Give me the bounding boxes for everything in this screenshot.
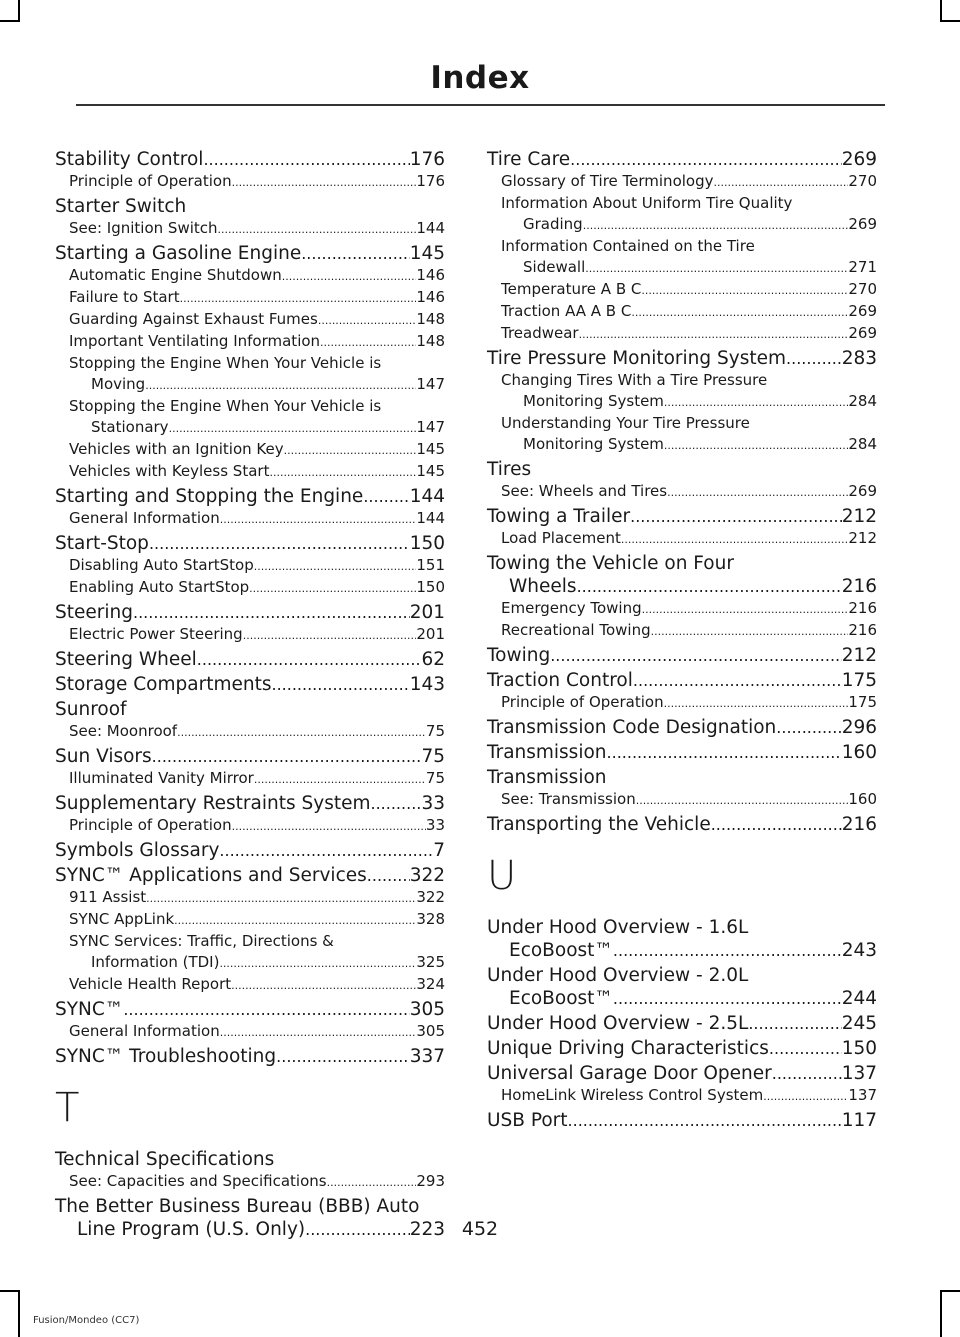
index-column-right (487, 146, 877, 1132)
index-subentry[interactable]: Guarding Against Exhaust Fumes ..... 148 (55, 309, 445, 331)
index-subentry[interactable]: Grading ..... 269 (487, 214, 877, 236)
index-entry[interactable]: Universal Garage Door Opener ..... 137 (487, 1062, 877, 1085)
index-subentry[interactable]: Glossary of Tire Terminology ..... 270 (487, 171, 877, 193)
index-subentry[interactable]: Moving ..... 147 (55, 374, 445, 396)
index-subentry[interactable]: Information (TDI) ..... 325 (55, 952, 445, 974)
page-title: Index (430, 60, 530, 96)
index-entry[interactable]: Steering ..... 201 (55, 601, 445, 624)
crop-mark-top-left-h (0, 20, 20, 22)
crop-mark-top-right-v (940, 0, 942, 22)
index-entry[interactable]: Tire Care ..... 269 (487, 148, 877, 171)
index-subentry-line: Stopping the Engine When Your Vehicle is (69, 354, 382, 372)
index-subentry-line: Stopping the Engine When Your Vehicle is (69, 397, 382, 415)
index-entry[interactable]: Transporting the Vehicle ..... 216 (487, 813, 877, 836)
index-entry[interactable]: Start-Stop ..... 150 (55, 532, 445, 555)
index-subentry[interactable]: See: Transmission ..... 160 (487, 789, 877, 811)
index-subentry-line: Information About Uniform Tire Quality (501, 194, 793, 212)
index-subentry[interactable]: Monitoring System ..... 284 (487, 391, 877, 413)
index-subentry-line: Changing Tires With a Tire Pressure (501, 371, 768, 389)
index-entry[interactable]: Stability Control ..... 176 (55, 148, 445, 171)
index-heading: Towing the Vehicle on Four (487, 553, 734, 574)
index-subentry[interactable]: General Information ..... 144 (55, 508, 445, 530)
index-subentry[interactable]: Vehicles with an Ignition Key ..... 145 (55, 439, 445, 461)
index-subentry[interactable]: See: Ignition Switch ..... 144 (55, 218, 445, 240)
index-heading: The Better Business Bureau (BBB) Auto (55, 1196, 420, 1217)
index-subentry[interactable]: SYNC AppLink ..... 328 (55, 909, 445, 931)
index-entry[interactable]: EcoBoost™ ..... 244 (487, 987, 877, 1010)
crop-mark-bottom-left-h (0, 1290, 20, 1292)
index-subentry[interactable]: Automatic Engine Shutdown ..... 146 (55, 265, 445, 287)
page-number: 452 (461, 1218, 499, 1240)
index-entry[interactable]: Line Program (U.S. Only) ..... 223 (55, 1218, 445, 1241)
index-entry[interactable]: Unique Driving Characteristics ..... 150 (487, 1037, 877, 1060)
index-subentry[interactable]: Enabling Auto StartStop ..... 150 (55, 577, 445, 599)
index-subentry[interactable]: Vehicle Health Report ..... 324 (55, 974, 445, 996)
index-heading: Sunroof (55, 699, 127, 720)
index-subentry[interactable]: 911 Assist ..... 322 (55, 887, 445, 909)
index-subentry[interactable]: Important Ventilating Information ..... 148 (55, 331, 445, 353)
index-subentry[interactable]: See: Wheels and Tires ..... 269 (487, 481, 877, 503)
index-entry[interactable]: Steering Wheel ..... 62 (55, 648, 445, 671)
index-entry[interactable]: SYNC™ Troubleshooting ..... 337 (55, 1045, 445, 1068)
index-entry[interactable]: Transmission ..... 160 (487, 741, 877, 764)
index-entry[interactable]: Transmission Code Designation ..... 296 (487, 716, 877, 739)
index-entry[interactable]: Towing ..... 212 (487, 644, 877, 667)
index-subentry[interactable]: See: Capacities and Specifications ..... 293 (55, 1171, 445, 1193)
index-entry[interactable]: Sun Visors ..... 75 (55, 745, 445, 768)
index-subentry[interactable]: Temperature A B C ..... 270 (487, 279, 877, 301)
index-entry[interactable]: Starting a Gasoline Engine ..... 145 (55, 242, 445, 265)
index-subentry[interactable]: Traction AA A B C ..... 269 (487, 301, 877, 323)
crop-mark-bottom-left-v (18, 1290, 20, 1337)
index-subentry[interactable]: General Information ..... 305 (55, 1021, 445, 1043)
footer-model: Fusion/Mondeo (CC7) (33, 1315, 140, 1326)
section-letter: U (487, 853, 517, 899)
index-entry[interactable]: SYNC™ ..... 305 (55, 998, 445, 1021)
index-subentry[interactable]: Monitoring System ..... 284 (487, 434, 877, 456)
index-subentry[interactable]: Stationary ..... 147 (55, 417, 445, 439)
index-entry[interactable]: SYNC™ Applications and Services ..... 322 (55, 864, 445, 887)
index-entry[interactable]: Symbols Glossary ..... 7 (55, 839, 445, 862)
crop-mark-bottom-right-h (940, 1290, 960, 1292)
index-entry[interactable]: Tire Pressure Monitoring System ..... 283 (487, 347, 877, 370)
index-subentry[interactable]: Principle of Operation ..... 33 (55, 815, 445, 837)
crop-mark-top-right-h (940, 20, 960, 22)
section-letter: T (55, 1085, 80, 1131)
index-subentry[interactable]: Failure to Start ..... 146 (55, 287, 445, 309)
index-subentry[interactable]: Electric Power Steering ..... 201 (55, 624, 445, 646)
index-heading: Tires (487, 459, 532, 480)
index-heading: Technical Specifications (55, 1149, 275, 1170)
index-column-left (55, 146, 445, 1241)
index-entry[interactable]: Storage Compartments ..... 143 (55, 673, 445, 696)
title-divider (76, 104, 885, 106)
index-subentry[interactable]: Vehicles with Keyless Start ..... 145 (55, 461, 445, 483)
index-subentry[interactable]: See: Moonroof ..... 75 (55, 721, 445, 743)
index-entry[interactable]: Under Hood Overview - 2.5L ..... 245 (487, 1012, 877, 1035)
index-subentry[interactable]: Treadwear ..... 269 (487, 323, 877, 345)
index-entry[interactable]: EcoBoost™ ..... 243 (487, 939, 877, 962)
index-heading: Transmission (487, 767, 607, 788)
index-heading: Under Hood Overview - 2.0L (487, 965, 749, 986)
index-subentry[interactable]: Sidewall ..... 271 (487, 257, 877, 279)
index-subentry[interactable]: Load Placement ..... 212 (487, 528, 877, 550)
index-heading: Starter Switch (55, 196, 187, 217)
index-subentry[interactable]: Disabling Auto StartStop ..... 151 (55, 555, 445, 577)
index-subentry[interactable]: Principle of Operation ..... 175 (487, 692, 877, 714)
crop-mark-top-left-v (18, 0, 20, 22)
index-entry[interactable]: Traction Control ..... 175 (487, 669, 877, 692)
index-entry[interactable]: Wheels ..... 216 (487, 575, 877, 598)
index-subentry[interactable]: Illuminated Vanity Mirror ..... 75 (55, 768, 445, 790)
index-subentry[interactable]: Emergency Towing ..... 216 (487, 598, 877, 620)
index-subentry-line: Understanding Your Tire Pressure (501, 414, 750, 432)
index-subentry[interactable]: Recreational Towing ..... 216 (487, 620, 877, 642)
index-entry[interactable]: USB Port ..... 117 (487, 1109, 877, 1132)
index-subentry[interactable]: Principle of Operation ..... 176 (55, 171, 445, 193)
index-entry[interactable]: Towing a Trailer ..... 212 (487, 505, 877, 528)
index-subentry-line: Information Contained on the Tire (501, 237, 755, 255)
crop-mark-bottom-right-v (940, 1290, 942, 1337)
index-heading: Under Hood Overview - 1.6L (487, 917, 749, 938)
index-entry[interactable]: Supplementary Restraints System ..... 33 (55, 792, 445, 815)
index-subentry[interactable]: HomeLink Wireless Control System ..... 137 (487, 1085, 877, 1107)
index-subentry-line: SYNC Services: Traffic, Directions & (69, 932, 334, 950)
index-entry[interactable]: Starting and Stopping the Engine ..... 144 (55, 485, 445, 508)
